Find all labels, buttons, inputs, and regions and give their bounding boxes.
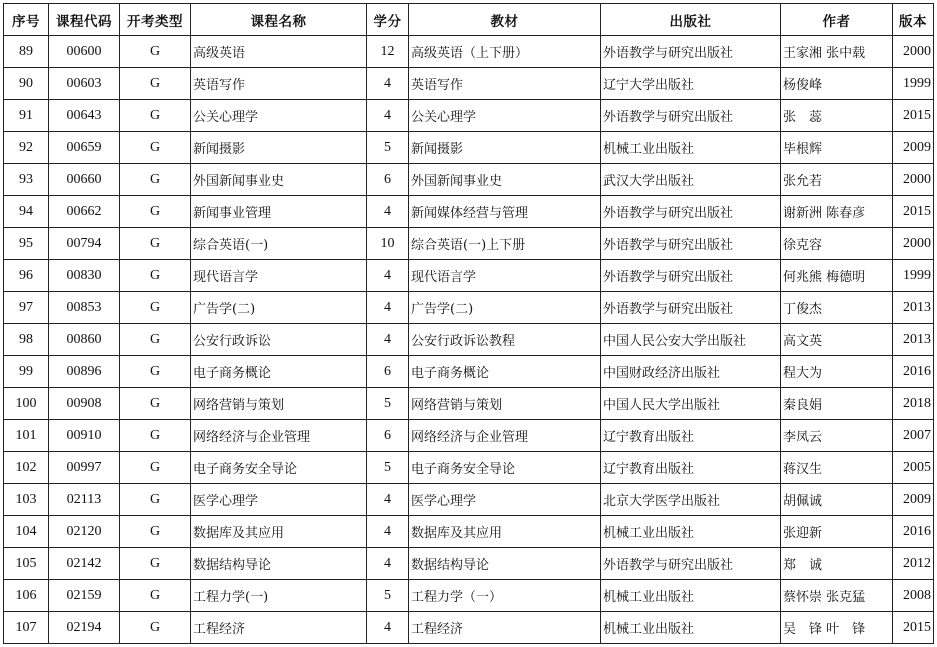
- cell-no: 91: [4, 100, 49, 132]
- cell-publisher: 辽宁教育出版社: [601, 420, 781, 452]
- cell-edition: 1999: [893, 68, 934, 100]
- cell-publisher: 外语教学与研究出版社: [601, 196, 781, 228]
- cell-edition: 2008: [893, 580, 934, 612]
- table-row: [4, 260, 934, 292]
- cell-exam-type: G: [120, 68, 191, 100]
- cell-exam-type: G: [120, 548, 191, 580]
- cell-textbook: 数据库及其应用: [409, 516, 601, 548]
- cell-course-name: 外国新闻事业史: [191, 164, 367, 196]
- cell-no: 107: [4, 612, 49, 644]
- cell-credits: 4: [367, 548, 409, 580]
- cell-code: 00853: [49, 292, 120, 324]
- table-row: [4, 36, 934, 68]
- cell-no: 100: [4, 388, 49, 420]
- cell-edition: 2016: [893, 516, 934, 548]
- cell-publisher: 外语教学与研究出版社: [601, 260, 781, 292]
- cell-credits: 5: [367, 452, 409, 484]
- cell-publisher: 外语教学与研究出版社: [601, 292, 781, 324]
- cell-code: 00603: [49, 68, 120, 100]
- cell-publisher: 机械工业出版社: [601, 580, 781, 612]
- table-row: [4, 68, 934, 100]
- table-row: [4, 612, 934, 644]
- cell-credits: 6: [367, 356, 409, 388]
- cell-edition: 2007: [893, 420, 934, 452]
- cell-code: 02159: [49, 580, 120, 612]
- table-row: [4, 132, 934, 164]
- cell-publisher: 机械工业出版社: [601, 612, 781, 644]
- cell-credits: 10: [367, 228, 409, 260]
- cell-credits: 4: [367, 292, 409, 324]
- header-exam-type: 开考类型: [120, 4, 191, 36]
- cell-course-name: 新闻摄影: [191, 132, 367, 164]
- header-publisher: 出版社: [601, 4, 781, 36]
- cell-publisher: 中国人民公安大学出版社: [601, 324, 781, 356]
- cell-exam-type: G: [120, 452, 191, 484]
- cell-publisher: 辽宁教育出版社: [601, 452, 781, 484]
- cell-publisher: 外语教学与研究出版社: [601, 548, 781, 580]
- table-body: [4, 36, 934, 644]
- cell-edition: 2005: [893, 452, 934, 484]
- cell-exam-type: G: [120, 580, 191, 612]
- cell-no: 104: [4, 516, 49, 548]
- table-row: [4, 324, 934, 356]
- header-code: 课程代码: [49, 4, 120, 36]
- cell-publisher: 武汉大学出版社: [601, 164, 781, 196]
- cell-author: 何兆熊 梅德明: [781, 260, 893, 292]
- cell-edition: 2009: [893, 132, 934, 164]
- cell-author: 吴 锋 叶 锋: [781, 612, 893, 644]
- table-header: [4, 4, 934, 36]
- cell-textbook: 广告学(二): [409, 292, 601, 324]
- cell-course-name: 高级英语: [191, 36, 367, 68]
- cell-publisher: 机械工业出版社: [601, 516, 781, 548]
- cell-code: 02194: [49, 612, 120, 644]
- table-row: [4, 388, 934, 420]
- table-row: [4, 484, 934, 516]
- cell-course-name: 网络经济与企业管理: [191, 420, 367, 452]
- cell-edition: 2013: [893, 292, 934, 324]
- cell-code: 00896: [49, 356, 120, 388]
- table-row: [4, 228, 934, 260]
- table-row: [4, 420, 934, 452]
- cell-publisher: 外语教学与研究出版社: [601, 36, 781, 68]
- cell-author: 李凤云: [781, 420, 893, 452]
- cell-textbook: 公安行政诉讼教程: [409, 324, 601, 356]
- cell-no: 106: [4, 580, 49, 612]
- cell-textbook: 工程经济: [409, 612, 601, 644]
- cell-exam-type: G: [120, 420, 191, 452]
- cell-textbook: 工程力学（一）: [409, 580, 601, 612]
- cell-exam-type: G: [120, 516, 191, 548]
- cell-no: 99: [4, 356, 49, 388]
- cell-no: 90: [4, 68, 49, 100]
- cell-author: 谢新洲 陈春彦: [781, 196, 893, 228]
- cell-textbook: 公关心理学: [409, 100, 601, 132]
- cell-publisher: 外语教学与研究出版社: [601, 228, 781, 260]
- header-course-name: 课程名称: [191, 4, 367, 36]
- cell-exam-type: G: [120, 356, 191, 388]
- cell-no: 98: [4, 324, 49, 356]
- header-author: 作者: [781, 4, 893, 36]
- cell-exam-type: G: [120, 612, 191, 644]
- table-row: [4, 164, 934, 196]
- cell-exam-type: G: [120, 164, 191, 196]
- cell-textbook: 新闻媒体经营与管理: [409, 196, 601, 228]
- cell-credits: 4: [367, 68, 409, 100]
- cell-code: 00908: [49, 388, 120, 420]
- header-row: [4, 4, 934, 36]
- cell-textbook: 综合英语(一)上下册: [409, 228, 601, 260]
- cell-course-name: 医学心理学: [191, 484, 367, 516]
- header-textbook: 教材: [409, 4, 601, 36]
- cell-author: 王家湘 张中载: [781, 36, 893, 68]
- cell-no: 103: [4, 484, 49, 516]
- cell-no: 92: [4, 132, 49, 164]
- cell-author: 丁俊杰: [781, 292, 893, 324]
- cell-author: 毕根辉: [781, 132, 893, 164]
- cell-author: 蔡怀崇 张克猛: [781, 580, 893, 612]
- cell-credits: 4: [367, 612, 409, 644]
- cell-author: 张迎新: [781, 516, 893, 548]
- cell-exam-type: G: [120, 36, 191, 68]
- cell-credits: 4: [367, 196, 409, 228]
- cell-code: 00860: [49, 324, 120, 356]
- cell-exam-type: G: [120, 196, 191, 228]
- cell-author: 张允若: [781, 164, 893, 196]
- cell-course-name: 工程力学(一): [191, 580, 367, 612]
- cell-credits: 6: [367, 164, 409, 196]
- table-row: [4, 548, 934, 580]
- cell-code: 00910: [49, 420, 120, 452]
- cell-credits: 4: [367, 484, 409, 516]
- cell-textbook: 数据结构导论: [409, 548, 601, 580]
- cell-course-name: 网络营销与策划: [191, 388, 367, 420]
- cell-code: 00643: [49, 100, 120, 132]
- cell-course-name: 数据结构导论: [191, 548, 367, 580]
- cell-code: 00600: [49, 36, 120, 68]
- cell-course-name: 工程经济: [191, 612, 367, 644]
- cell-publisher: 中国人民大学出版社: [601, 388, 781, 420]
- cell-publisher: 辽宁大学出版社: [601, 68, 781, 100]
- cell-textbook: 网络经济与企业管理: [409, 420, 601, 452]
- cell-author: 蒋汉生: [781, 452, 893, 484]
- cell-author: 杨俊峰: [781, 68, 893, 100]
- cell-author: 张 蕊: [781, 100, 893, 132]
- cell-course-name: 现代语言学: [191, 260, 367, 292]
- cell-course-name: 综合英语(一): [191, 228, 367, 260]
- cell-credits: 5: [367, 132, 409, 164]
- cell-author: 秦良娟: [781, 388, 893, 420]
- cell-edition: 2012: [893, 548, 934, 580]
- cell-code: 02120: [49, 516, 120, 548]
- cell-course-name: 公关心理学: [191, 100, 367, 132]
- cell-edition: 2015: [893, 612, 934, 644]
- cell-code: 00659: [49, 132, 120, 164]
- cell-exam-type: G: [120, 388, 191, 420]
- header-no: 序号: [4, 4, 49, 36]
- cell-edition: 2000: [893, 36, 934, 68]
- cell-edition: 2000: [893, 228, 934, 260]
- cell-publisher: 中国财政经济出版社: [601, 356, 781, 388]
- cell-code: 02113: [49, 484, 120, 516]
- cell-credits: 4: [367, 100, 409, 132]
- cell-exam-type: G: [120, 260, 191, 292]
- cell-no: 105: [4, 548, 49, 580]
- cell-textbook: 新闻摄影: [409, 132, 601, 164]
- cell-code: 00660: [49, 164, 120, 196]
- cell-credits: 12: [367, 36, 409, 68]
- course-table: [3, 3, 934, 644]
- cell-no: 101: [4, 420, 49, 452]
- cell-course-name: 新闻事业管理: [191, 196, 367, 228]
- cell-course-name: 电子商务概论: [191, 356, 367, 388]
- cell-edition: 2016: [893, 356, 934, 388]
- cell-edition: 2015: [893, 196, 934, 228]
- cell-no: 93: [4, 164, 49, 196]
- table-row: [4, 196, 934, 228]
- cell-no: 95: [4, 228, 49, 260]
- cell-exam-type: G: [120, 324, 191, 356]
- cell-publisher: 北京大学医学出版社: [601, 484, 781, 516]
- cell-credits: 6: [367, 420, 409, 452]
- cell-edition: 2018: [893, 388, 934, 420]
- cell-no: 89: [4, 36, 49, 68]
- cell-edition: 2015: [893, 100, 934, 132]
- cell-no: 94: [4, 196, 49, 228]
- table-row: [4, 100, 934, 132]
- cell-course-name: 电子商务安全导论: [191, 452, 367, 484]
- header-edition: 版本: [893, 4, 934, 36]
- cell-textbook: 医学心理学: [409, 484, 601, 516]
- cell-code: 00997: [49, 452, 120, 484]
- cell-exam-type: G: [120, 132, 191, 164]
- cell-textbook: 高级英语（上下册）: [409, 36, 601, 68]
- cell-author: 程大为: [781, 356, 893, 388]
- cell-no: 102: [4, 452, 49, 484]
- header-credits: 学分: [367, 4, 409, 36]
- cell-code: 00662: [49, 196, 120, 228]
- cell-code: 02142: [49, 548, 120, 580]
- table-row: [4, 452, 934, 484]
- cell-textbook: 现代语言学: [409, 260, 601, 292]
- table-row: [4, 580, 934, 612]
- cell-edition: 1999: [893, 260, 934, 292]
- table-row: [4, 356, 934, 388]
- cell-code: 00830: [49, 260, 120, 292]
- cell-code: 00794: [49, 228, 120, 260]
- cell-edition: 2009: [893, 484, 934, 516]
- cell-textbook: 电子商务概论: [409, 356, 601, 388]
- cell-author: 郑 诚: [781, 548, 893, 580]
- cell-credits: 4: [367, 260, 409, 292]
- cell-textbook: 电子商务安全导论: [409, 452, 601, 484]
- cell-exam-type: G: [120, 100, 191, 132]
- cell-credits: 4: [367, 324, 409, 356]
- cell-author: 胡佩诚: [781, 484, 893, 516]
- cell-textbook: 英语写作: [409, 68, 601, 100]
- cell-publisher: 机械工业出版社: [601, 132, 781, 164]
- cell-edition: 2000: [893, 164, 934, 196]
- cell-no: 96: [4, 260, 49, 292]
- cell-publisher: 外语教学与研究出版社: [601, 100, 781, 132]
- cell-textbook: 外国新闻事业史: [409, 164, 601, 196]
- cell-credits: 5: [367, 580, 409, 612]
- cell-course-name: 英语写作: [191, 68, 367, 100]
- cell-credits: 5: [367, 388, 409, 420]
- cell-course-name: 公安行政诉讼: [191, 324, 367, 356]
- cell-author: 高文英: [781, 324, 893, 356]
- cell-exam-type: G: [120, 292, 191, 324]
- cell-textbook: 网络营销与策划: [409, 388, 601, 420]
- cell-no: 97: [4, 292, 49, 324]
- table-row: [4, 516, 934, 548]
- cell-exam-type: G: [120, 228, 191, 260]
- cell-author: 徐克容: [781, 228, 893, 260]
- cell-credits: 4: [367, 516, 409, 548]
- cell-exam-type: G: [120, 484, 191, 516]
- cell-course-name: 数据库及其应用: [191, 516, 367, 548]
- cell-edition: 2013: [893, 324, 934, 356]
- table-row: [4, 292, 934, 324]
- cell-course-name: 广告学(二): [191, 292, 367, 324]
